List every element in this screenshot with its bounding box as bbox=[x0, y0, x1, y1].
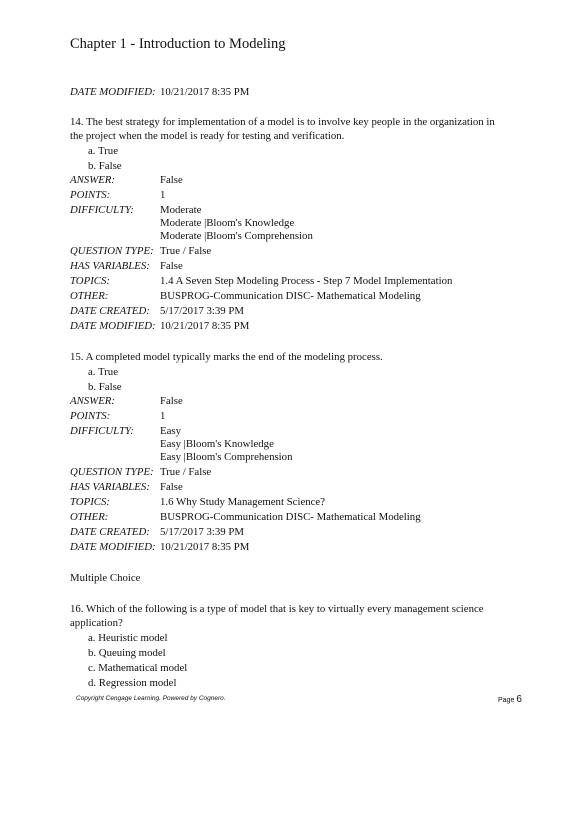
chapter-title: Chapter 1 - Introduction to Modeling bbox=[70, 36, 286, 52]
meta-key: DATE CREATED: bbox=[70, 526, 150, 538]
meta-key: DATE CREATED: bbox=[70, 305, 150, 317]
difficulty-line: Moderate |Bloom's Knowledge bbox=[160, 217, 295, 229]
answer-value: False bbox=[160, 395, 183, 407]
page-number bbox=[498, 694, 522, 705]
answer-options bbox=[88, 631, 510, 691]
date-modified-value: 10/21/2017 8:35 PM bbox=[160, 320, 250, 332]
question-type-value: True / False bbox=[160, 466, 212, 478]
option-a: a. True bbox=[88, 366, 118, 378]
answer-options bbox=[88, 365, 510, 395]
question-stem: 14. The best strategy for implementation of a model is to involve key people in the organization in the project when the model is ready for testing and verification. bbox=[70, 116, 495, 142]
top-date-modified-row bbox=[70, 85, 249, 99]
meta-key: DATE MODIFIED: bbox=[70, 541, 156, 553]
meta-key: QUESTION TYPE: bbox=[70, 466, 154, 478]
meta-key: TOPICS: bbox=[70, 275, 110, 287]
meta-key: ANSWER: bbox=[70, 395, 115, 407]
meta-key: HAS VARIABLES: bbox=[70, 260, 150, 272]
meta-value: 10/21/2017 8:35 PM bbox=[160, 86, 250, 98]
other-value: BUSPROG-Communication DISC- Mathematical Modeling bbox=[160, 511, 421, 523]
meta-key: POINTS: bbox=[70, 410, 111, 422]
topics-value: 1.4 A Seven Step Modeling Process - Step 7 Model Implementation bbox=[160, 275, 453, 287]
meta-key: DIFFICULTY: bbox=[70, 425, 134, 437]
meta-key: DATE MODIFIED: bbox=[70, 86, 156, 98]
meta-key: ANSWER: bbox=[70, 174, 115, 186]
meta-key: HAS VARIABLES: bbox=[70, 481, 150, 493]
question-stem: 16. Which of the following is a type of model that is key to virtually every management science application? bbox=[70, 603, 484, 629]
option-a: a. True bbox=[88, 145, 118, 157]
has-variables-value: False bbox=[160, 260, 183, 272]
option-b: b. Queuing model bbox=[88, 647, 166, 659]
difficulty-line: Easy |Bloom's Comprehension bbox=[160, 451, 293, 463]
difficulty-line: Moderate |Bloom's Comprehension bbox=[160, 230, 313, 242]
meta-key: OTHER: bbox=[70, 290, 109, 302]
question-type-value: True / False bbox=[160, 245, 212, 257]
difficulty-value bbox=[160, 425, 292, 464]
meta-key: QUESTION TYPE: bbox=[70, 245, 154, 257]
meta-key: DATE MODIFIED: bbox=[70, 320, 156, 332]
points-value: 1 bbox=[160, 410, 166, 422]
option-a: a. Heuristic model bbox=[88, 632, 168, 644]
points-value: 1 bbox=[160, 189, 166, 201]
option-b: b. False bbox=[88, 160, 122, 172]
meta-key: DIFFICULTY: bbox=[70, 204, 134, 216]
meta-key: OTHER: bbox=[70, 511, 109, 523]
page-number-value: 6 bbox=[516, 694, 522, 705]
meta-key: TOPICS: bbox=[70, 496, 110, 508]
section-heading: Multiple Choice bbox=[70, 572, 141, 584]
difficulty-line: Easy |Bloom's Knowledge bbox=[160, 438, 274, 450]
answer-value: False bbox=[160, 174, 183, 186]
difficulty-line: Moderate bbox=[160, 204, 202, 216]
page-label: Page bbox=[498, 697, 515, 704]
question-15 bbox=[70, 350, 510, 554]
question-stem: 15. A completed model typically marks the end of the modeling process. bbox=[70, 351, 383, 363]
option-d: d. Regression model bbox=[88, 677, 177, 689]
meta-key: POINTS: bbox=[70, 189, 111, 201]
option-b: b. False bbox=[88, 381, 122, 393]
question-16 bbox=[70, 602, 510, 691]
question-14 bbox=[70, 115, 510, 333]
difficulty-value bbox=[160, 204, 313, 243]
question-metadata bbox=[70, 174, 510, 333]
has-variables-value: False bbox=[160, 481, 183, 493]
date-modified-value: 10/21/2017 8:35 PM bbox=[160, 541, 250, 553]
date-created-value: 5/17/2017 3:39 PM bbox=[160, 526, 244, 538]
footer-copyright: Copyright Cengage Learning. Powered by Cognero. bbox=[76, 695, 226, 702]
topics-value: 1.6 Why Study Management Science? bbox=[160, 496, 326, 508]
difficulty-line: Easy bbox=[160, 425, 181, 437]
answer-options bbox=[88, 144, 510, 174]
option-c: c. Mathematical model bbox=[88, 662, 188, 674]
other-value: BUSPROG-Communication DISC- Mathematical Modeling bbox=[160, 290, 421, 302]
date-created-value: 5/17/2017 3:39 PM bbox=[160, 305, 244, 317]
question-metadata bbox=[70, 395, 510, 554]
